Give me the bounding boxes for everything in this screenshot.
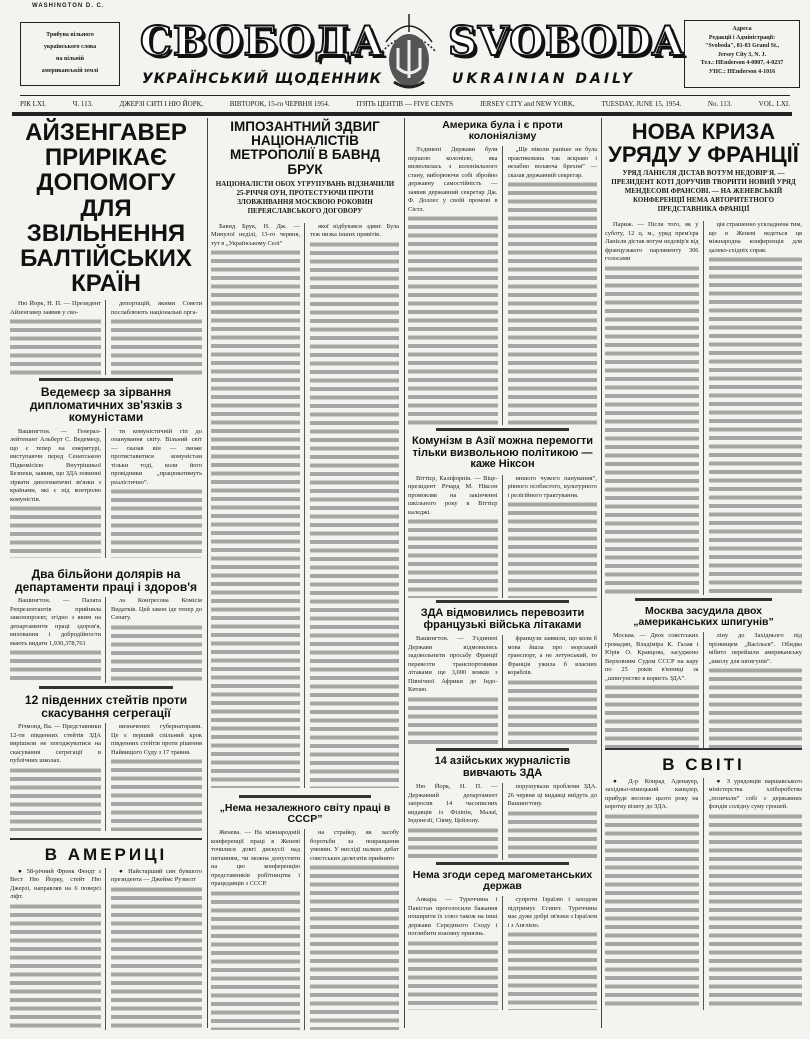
text-body	[10, 504, 101, 558]
article-nixon	[408, 428, 597, 598]
headline: НОВА КРИЗА УРЯДУ У ФРАНЦІЇ	[608, 119, 799, 168]
issue: Ч. 113.	[72, 100, 93, 108]
text-column	[408, 783, 503, 860]
headline: ІМПОЗАНТНИЙ ЗДВИГ НАЦІОНАЛІСТІВ МЕТРОПОЛІЇ В БАВНД БРУК	[230, 119, 380, 177]
article-america-colonialism	[408, 120, 597, 425]
text-columns	[408, 896, 597, 1010]
place-en: JERSEY CITY and NEW YORK,	[479, 100, 575, 108]
divider-rule	[39, 686, 173, 689]
text-body	[310, 863, 399, 1030]
text-columns	[211, 829, 399, 1030]
text-body	[111, 487, 202, 558]
motto-line: Трибуна вільного	[46, 32, 94, 38]
article-wedemeyer	[10, 378, 202, 558]
volume: VOL. LXI.	[758, 100, 790, 108]
headline: 14 азійських журналістів вивчають ЗДА	[434, 755, 571, 779]
price: П'ЯТЬ ЦЕНТІВ — FIVE CENTS	[356, 100, 454, 108]
text-body	[111, 885, 202, 1030]
text-column	[408, 635, 503, 748]
headline: Америка була і є проти колоніялізму	[442, 119, 563, 143]
text-body	[211, 889, 300, 1030]
text-body	[310, 240, 399, 788]
text-body	[508, 930, 598, 1010]
text-column	[709, 778, 803, 1010]
subtitle-latin: UKRAINIAN DAILY	[452, 71, 635, 87]
column-rule	[404, 118, 405, 1028]
text-column	[709, 221, 803, 595]
column-rule	[207, 118, 208, 1028]
text-body	[709, 666, 803, 748]
motto-box	[20, 22, 120, 86]
subheadline: НАЦІОНАЛІСТИ ОБОХ УГРУПУВАНЬ ВІДЗНАЧИЛИ 25-РІЧЧЯ ОУН, ПРОТЕСТУЮЧИ ПРОТИ ЗЛОВЖИВАННЯ МОСКВОЮ РОКОВИН ПЕРЕЯСЛАВСЬКОГО ДОГОВОРУ	[215, 179, 395, 215]
divider-rule	[436, 428, 568, 431]
number: No. 113.	[707, 100, 732, 108]
text-body	[709, 812, 803, 1010]
text-column	[111, 300, 202, 375]
article-in-world	[605, 748, 802, 1010]
text-column	[10, 868, 106, 1030]
text-column	[508, 475, 598, 598]
text-column	[111, 868, 202, 1030]
text-columns	[10, 300, 202, 375]
article-text: З'єдинені Держави були першою колонією, яка визволилась з колоніяльного стану, виборюючи собі збройно державну самостійність — заявив державний секретар Дж. Ф. Доллес у своїй промові в Сієтл.	[408, 146, 498, 213]
text-body	[111, 757, 202, 831]
article-text: депортацій, якими Совети послаблюють національні орга-	[111, 300, 202, 316]
motto-line: українського слова	[43, 44, 97, 50]
text-columns	[605, 778, 802, 1010]
address-line: Редакції і Адміністрації:	[708, 34, 776, 41]
text-body	[111, 317, 202, 375]
text-column	[211, 829, 305, 1030]
text-column	[10, 597, 106, 683]
address-line: УНС.: HEnderson 4-1016	[708, 68, 776, 75]
article-text: ● Найстарший син бувшого президента — Джеймс Рузвелт	[111, 867, 202, 884]
title-latin: SVOBODA	[448, 18, 685, 65]
location-tag: WASHINGTON D. C.	[32, 3, 105, 9]
article-text: Москва. — Двох совєтських громадян, Владіміра К. Галая і Юрія О. Кравцова, засуджено Верховним Судом СССР на кару по 25 років в'язниці за „шпигунство в користь ЗДА”.	[605, 632, 699, 682]
article-text: Віттієр, Каліфорнія. — Віце-президент Річард М. Ніксон промовляв на закінченні шкільного року в Віттієр каледжі.	[408, 474, 498, 516]
text-columns	[408, 635, 597, 748]
article-bound-brook	[211, 120, 399, 788]
article-france-crisis	[605, 120, 802, 595]
headline: Нема згоди серед магометанських держав	[412, 869, 593, 893]
text-column	[508, 146, 598, 425]
article-two-billion	[10, 568, 202, 683]
text-column	[605, 221, 704, 595]
headline: Москва засудила двох „американських шпигунів”	[633, 605, 774, 629]
text-column	[310, 223, 399, 788]
subtitle-cyrillic: УКРАЇНСЬКИЙ ЩОДЕННИК	[142, 71, 383, 87]
article-text: ● З урядовців варшавського міністерства хліборобства „позичали” собі з державних фондів солідну суму грошей.	[708, 777, 802, 811]
motto-line: на вільній	[56, 56, 84, 62]
text-columns	[10, 868, 202, 1030]
text-column	[508, 896, 598, 1010]
text-column	[605, 778, 704, 1010]
article-text: Париж. — Після того, як у суботу, 12 ц. м., уряд прем'єра Ланієля дістав вотум недовір'я від французького парляменту 306 голосами	[605, 221, 699, 263]
text-column	[508, 635, 598, 748]
article-text: Ню Йорк, Н. П. — Президент Айзенгавер заявив у сво-	[10, 300, 101, 316]
article-text: Женева. — На міжнародній конференції праці в Женеві точилися довгі дискусії над питанням, чи можна допустити на цю конференцію представників робітництва і працедавців з СССР.	[211, 829, 300, 888]
text-columns	[605, 221, 802, 595]
article-muslim-states	[408, 862, 597, 1010]
text-columns	[408, 475, 597, 598]
article-text: ● Д-р Конрад Аденауер, західньо-німецький канцлер, прибуде весною цього року на коротку візиту до ЗДА.	[605, 777, 699, 811]
text-column	[10, 300, 106, 375]
text-body	[508, 678, 598, 748]
article-text: якої відбувався здвиг. Була теж низка інших привітів.	[310, 222, 399, 239]
headline: ЗДА відмовились перевозити французькі війська літаками	[420, 607, 585, 631]
text-body	[10, 317, 101, 375]
title-cyrillic: СВОБОДА	[140, 18, 385, 65]
article-spies	[605, 598, 802, 748]
article-text: иншого чужого панування”, рівного особистого, культурного і релігійного трактування.	[507, 474, 597, 499]
article-text: Вашингтон. — Генерал-лейтенант Альберт С. Ведемеєр, що є тепер на емеритурі, виступаючи перед Сенатською Підкомісією Внутрішньої Безпеки, заявив, що ЗДА повинні зірвати дипломатичні зв'язки з країнами, які є під контролю комуністів.	[10, 427, 101, 503]
text-body	[605, 264, 699, 595]
article-text: супроти Ізраїлю і заходом підтримує Єгипет. Туреччина має дуже добрі зв'язки з Ізраїлем і з Англією.	[507, 896, 597, 929]
article-french-troops	[408, 600, 597, 748]
text-column	[111, 597, 202, 683]
headline: Ведемеєр за зірвання дипломатичних зв'язків з комуністами	[29, 385, 183, 425]
text-column	[111, 723, 202, 831]
text-body	[408, 517, 498, 598]
article-segregation	[10, 686, 202, 831]
text-column	[408, 475, 503, 598]
masthead-rule	[12, 112, 792, 116]
divider-rule	[436, 862, 568, 865]
text-column	[408, 146, 503, 425]
address-line: Jersey City 3, N. J.	[717, 51, 767, 58]
divider-rule	[436, 748, 568, 751]
article-text: визначених губернаторами. Це є перший спільний крок південних стейтів проти рішення Найвищого Суду з 17 травня.	[111, 723, 202, 756]
text-body	[111, 623, 202, 683]
divider-rule	[436, 600, 568, 603]
text-column	[10, 428, 106, 558]
text-body	[408, 939, 498, 1010]
motto-line: американській землі	[41, 68, 99, 74]
year: РІК LXI.	[20, 100, 47, 108]
headline: В АМЕРИЦІ	[44, 845, 168, 864]
article-text: Річмонд, Ва. — Представники 12-ти південних стейтів ЗДА вирішили не погоджуватися на скасування сегрегації в публічних школах.	[10, 723, 101, 765]
trident-emblem-icon	[378, 12, 440, 92]
subheadline: УРЯД ЛАНІЄЛЯ ДІСТАВ ВОТУМ НЕДОВІР'Я. — ПРЕЗИДЕНТ КОТІ ДОРУЧИВ ТВОРИТИ НОВИЙ УРЯД МЕНДЕСОВІ ФРАНСОВІ. — НА ЖЕНЕВСЬКІЙ КОНФЕРЕНЦІЇ НЕМА АВТОРИТЕТНОГО ПРЕДСТАВНИКА ФРАНЦІЇ	[611, 169, 796, 214]
article-in-america	[10, 838, 202, 1030]
text-column	[10, 723, 106, 831]
text-column	[408, 896, 503, 1010]
text-column	[508, 783, 598, 860]
text-body	[10, 766, 101, 831]
text-columns	[408, 783, 597, 860]
article-text: Вашингтон. — Палата Репрезентантів прийняла законопроєкт, згідно з яким на департаменти праці здоров'я, виховання і добродійности мають видати 1,930,378,761	[10, 597, 101, 647]
article-text: Вашингтон. — З'єдинені Держави відмовились задовольнити просьбу Франції перевезти транспортовими літаками ще 3,000 вояків з Північної Африки до Індо-Китаю.	[408, 635, 498, 694]
text-columns	[408, 146, 597, 425]
date-en: TUESDAY, JUNE 15, 1954.	[601, 100, 682, 108]
text-body	[605, 812, 699, 1010]
text-columns	[10, 723, 202, 831]
article-text: ліну до Західнього під прізвищем „Васільєв”. Обидва нібито перейшли американську „школу для шпигунів”.	[708, 632, 802, 665]
headline: Комунізм в Азії можна перемогти тільки визвольною політикою — каже Ніксон	[411, 435, 593, 471]
headline: „Нема незалежного світу праці в СССР”	[219, 802, 391, 826]
article-text: Бавнд Брук, Н. Дж. — Минулої неділі, 13-го червня, тут в „Українському Селі”	[211, 222, 300, 247]
text-body	[408, 695, 498, 748]
text-column	[211, 223, 305, 788]
text-column	[605, 632, 704, 748]
text-body	[408, 826, 498, 860]
divider-rule	[635, 598, 773, 601]
article-ussr-labor	[211, 795, 399, 1030]
dateline	[20, 95, 790, 112]
text-body	[10, 648, 101, 683]
address-line: "Svoboda", 81-83 Grand St.,	[704, 43, 779, 49]
text-columns	[605, 632, 802, 748]
article-text: Ню Йорк, Н. П. — Державний департамент запросив 14 часописних видавців із Філіпін, Малаї, Індонезії, Сіяму, Цейлону.	[408, 783, 498, 825]
article-text: „Ще ніколи раніше не була практикована так яскраво і незабно волаюча брехня” — сказав державний секретар.	[507, 146, 597, 179]
text-column	[111, 428, 202, 558]
text-columns	[10, 428, 202, 558]
text-column	[310, 829, 399, 1030]
article-eisenhower	[10, 120, 202, 375]
article-text: Анкара. — Туреччина і Пакістан проголосили бажання поширити їх союз також на інші держави Середнього Сходу і поглибити взаємну приязнь.	[408, 896, 498, 938]
headline: 12 південних стейтів проти скасування сегрегації	[24, 693, 188, 720]
article-journalists	[408, 748, 597, 860]
address-box	[684, 20, 800, 88]
article-text: ● 58-річний Френк Фендт з Вест Ню Йорку, стейт Ню Джерзі, направляв на 6 поверсі ліфт.	[10, 867, 101, 901]
article-text: ла Конґресова Комісія Видатків. Цей закон іде тепер до Сенату.	[111, 597, 202, 622]
divider-rule	[239, 795, 371, 798]
article-text: ти комуністичній гіп до опанування світу. Вільний світ — сказав він — зможе протиставитися комуністам тільки тоді, коли його провідники „працюватимуть реалістично”.	[111, 427, 202, 486]
text-body	[10, 902, 101, 1030]
text-body	[709, 255, 803, 595]
divider-rule	[39, 378, 173, 381]
column-rule	[601, 118, 602, 1028]
headline: В СВІТІ	[662, 755, 745, 774]
place-ua: ДЖЕРЗІ СИТІ І НЮ ЙОРК,	[119, 100, 204, 108]
article-text: ція страшенно ускладнена тим, що в Женеві ведеться ця міжнародна конференція для далеко-східніх справ.	[708, 221, 802, 254]
text-columns	[10, 597, 202, 683]
text-body	[408, 214, 498, 425]
address-line: Тел.: HEnderson 4-0807, 4-0237	[700, 60, 784, 66]
text-body	[211, 248, 300, 788]
article-text: на страйку, як засобу боротьби за покращання умовин. У вислідї палких дебат совєтських делегатів прийнято	[310, 829, 399, 862]
headline: Два більйони долярів на департаменти праці і здоров'я	[14, 567, 198, 594]
date-ua: ВІВТОРОК, 15-го ЧЕРВНЯ 1954.	[229, 100, 330, 108]
text-column	[709, 632, 803, 748]
article-text: французи заявили, що коли б мова йшла про морський транспорт, а не летунський, то Франція ужила б власних кораблів.	[507, 635, 597, 677]
text-columns	[211, 223, 399, 788]
text-body	[508, 500, 598, 598]
text-body	[508, 809, 598, 860]
text-body	[605, 683, 699, 748]
address-line: Адреса	[732, 26, 752, 32]
headline: АЙЗЕНГАВЕР ПРИРІКАЄ ДОПОМОГУ ДЛЯ ЗВІЛЬНЕННЯ БАЛТІЙСЬКИХ КРАЇН	[20, 119, 192, 298]
text-body	[508, 180, 598, 425]
article-text: порушували проблеми ЗДА. 26 червня ці видавці виїдуть до Вашингтону.	[507, 783, 597, 808]
